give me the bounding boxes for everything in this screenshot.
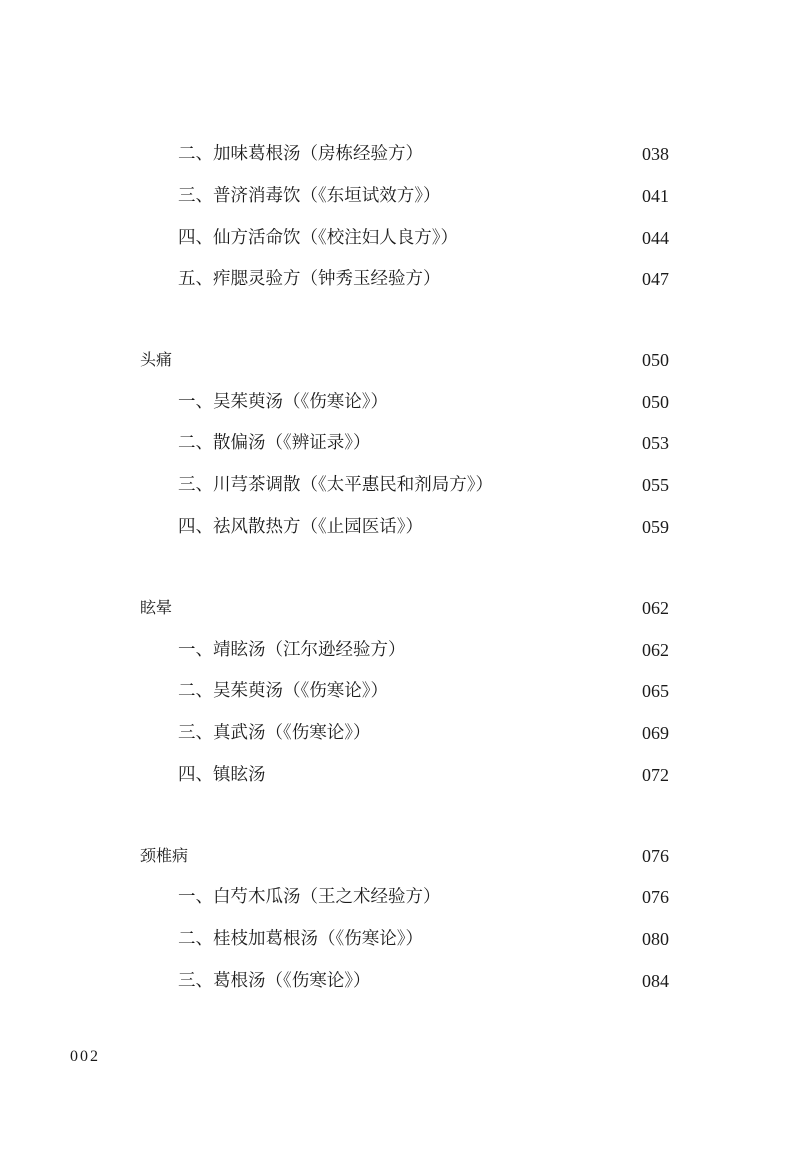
toc-entry-page: 059 (642, 517, 669, 537)
toc-entry-title: 二、桂枝加葛根汤（《伤寒论》） (178, 929, 423, 949)
toc-entry[interactable] (0, 676, 800, 706)
toc-entry[interactable] (0, 966, 800, 996)
section-page: 076 (642, 846, 669, 866)
toc-entry-title: 二、散偏汤（《辨证录》） (178, 433, 371, 453)
toc-entry-title: 一、白芍木瓜汤（王之术经验方） (178, 887, 441, 907)
toc-entry-title: 三、普济消毒饮（《东垣试效方》） (178, 186, 441, 206)
toc-entry-page: 072 (642, 765, 669, 785)
toc-entry-title: 二、加味葛根汤（房栋经验方） (178, 144, 423, 164)
toc-entry-page: 053 (642, 433, 669, 453)
toc-entry-title: 四、镇眩汤 (178, 765, 266, 785)
toc-entry[interactable] (0, 181, 800, 211)
toc-entry[interactable] (0, 882, 800, 912)
toc-entry[interactable] (0, 223, 800, 253)
toc-entry[interactable] (0, 387, 800, 417)
toc-entry[interactable] (0, 428, 800, 458)
toc-entry-page: 044 (642, 228, 669, 248)
toc-entry-title: 四、祛风散热方（《止园医话》） (178, 517, 423, 537)
toc-entry-page: 065 (642, 681, 669, 701)
section-title: 眩晕 (140, 598, 173, 617)
toc-entry-page: 047 (642, 269, 669, 289)
toc-entry[interactable] (0, 760, 800, 790)
toc-entry[interactable] (0, 470, 800, 500)
toc-entry[interactable] (0, 718, 800, 748)
toc-entry[interactable] (0, 264, 800, 294)
toc-entry-page: 055 (642, 475, 669, 495)
toc-entry-page: 038 (642, 144, 669, 164)
toc-entry-title: 四、仙方活命饮（《校注妇人良方》） (178, 228, 458, 248)
toc-entry-title: 三、川芎茶调散（《太平惠民和剂局方》） (178, 475, 493, 495)
toc-section-heading[interactable] (0, 841, 800, 871)
toc-entry-title: 三、葛根汤（《伤寒论》） (178, 971, 371, 991)
toc-entry-page: 041 (642, 186, 669, 206)
toc-entry[interactable] (0, 635, 800, 665)
page-number: 002 (70, 1048, 100, 1065)
toc-entry-page: 050 (642, 392, 669, 412)
section-title: 头痛 (140, 350, 173, 369)
section-page: 050 (642, 350, 669, 370)
toc-entry-page: 069 (642, 723, 669, 743)
toc-entry-title: 一、吴茱萸汤（《伤寒论》） (178, 392, 388, 412)
toc-entry-title: 五、痄腮灵验方（钟秀玉经验方） (178, 269, 441, 289)
section-title: 颈椎病 (140, 846, 189, 865)
toc-entry-title: 一、靖眩汤（江尔逊经验方） (178, 640, 406, 660)
toc-entry-page: 062 (642, 640, 669, 660)
toc-entry-page: 080 (642, 929, 669, 949)
toc-entry-title: 二、吴茱萸汤（《伤寒论》） (178, 681, 388, 701)
toc-section-heading[interactable] (0, 345, 800, 375)
toc-section-heading[interactable] (0, 593, 800, 623)
toc-entry-title: 三、真武汤（《伤寒论》） (178, 723, 371, 743)
toc-entry[interactable] (0, 924, 800, 954)
toc-entry-page: 076 (642, 887, 669, 907)
toc-entry[interactable] (0, 139, 800, 169)
toc-entry[interactable] (0, 512, 800, 542)
toc-entry-page: 084 (642, 971, 669, 991)
section-page: 062 (642, 598, 669, 618)
